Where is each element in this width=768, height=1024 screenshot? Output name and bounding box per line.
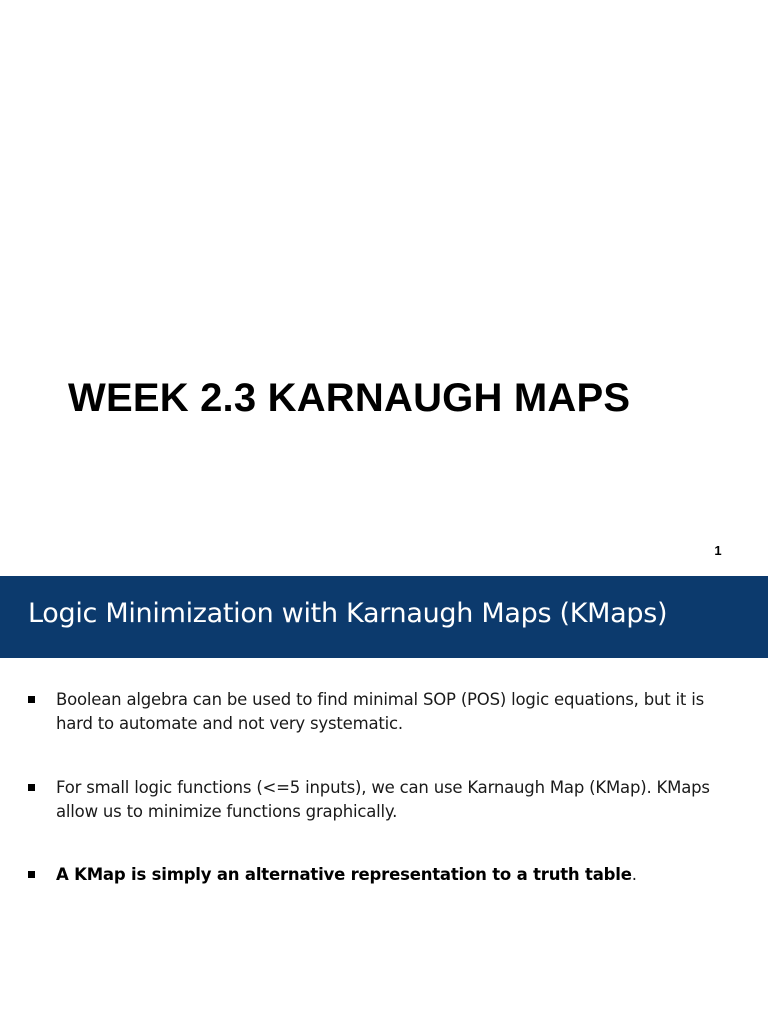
title-banner	[0, 576, 768, 658]
bullet-text	[56, 863, 728, 887]
bullet-text: Boolean algebra can be used to find minimal SOP (POS) logic equations, but it is hard to automate and not very systematic.	[56, 690, 705, 733]
bullet-text: For small logic functions (<=5 inputs), we can use Karnaugh Map (KMap). KMaps allow us to minimize functions graphically.	[56, 778, 710, 821]
slide-number: 1	[714, 543, 722, 558]
bullet-bold-text: A KMap is simply an alternative representation to a truth table	[56, 865, 632, 884]
square-bullet-icon	[28, 696, 35, 703]
slide-title: WEEK 2.3 KARNAUGH MAPS	[68, 376, 631, 420]
bullet-suffix: .	[631, 865, 637, 884]
square-bullet-icon	[28, 784, 35, 791]
list-item	[28, 688, 728, 736]
content-slide	[0, 576, 768, 1024]
square-bullet-icon	[28, 871, 35, 878]
list-item	[28, 776, 728, 824]
list-item	[28, 863, 728, 887]
banner-title: Logic Minimization with Karnaugh Maps (KMaps)	[28, 598, 668, 629]
